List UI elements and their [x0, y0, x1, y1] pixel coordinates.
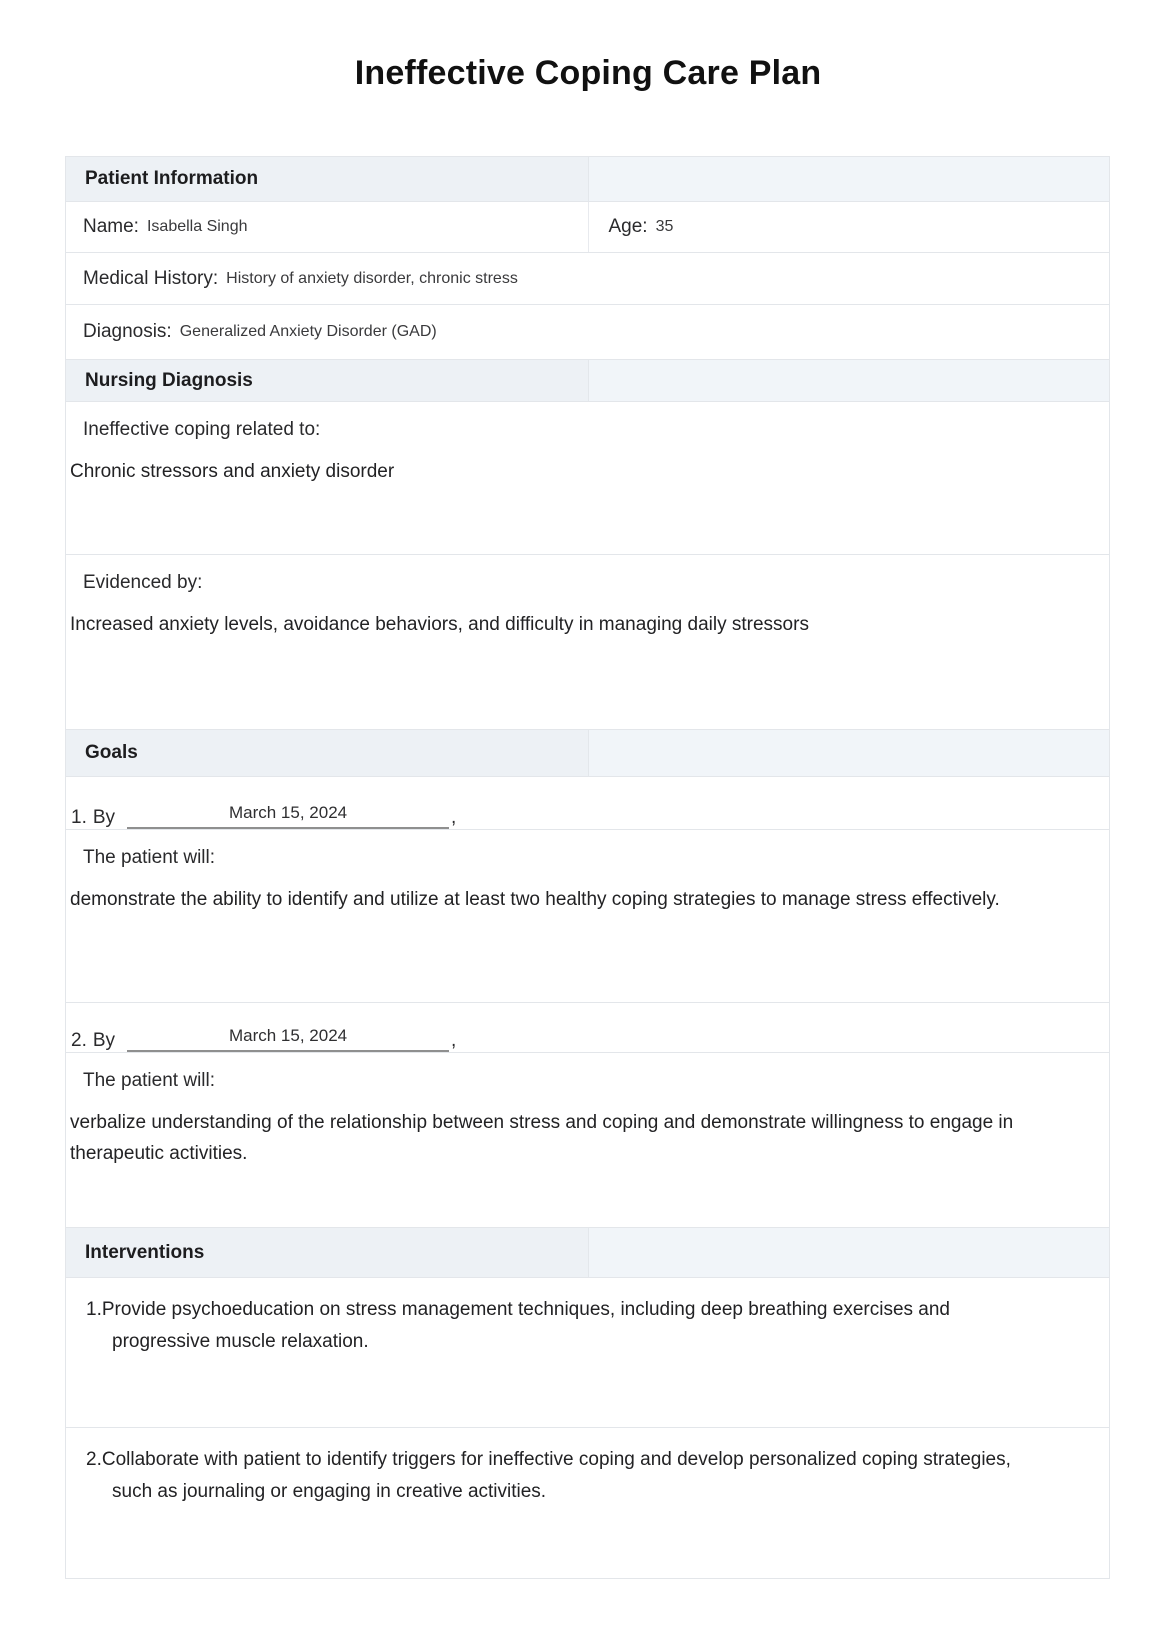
section-header-interventions-label: Interventions — [66, 1228, 588, 1277]
diagnosis-label: Diagnosis: — [83, 321, 172, 342]
diagnosis-row — [66, 305, 1109, 360]
goal-2-description-row — [66, 1053, 1109, 1228]
goal-2-date-blank — [127, 1025, 449, 1052]
goal-2-date-value: March 15, 2024 — [228, 1026, 348, 1045]
goal-1-description-row — [66, 830, 1109, 1003]
name-label: Name: — [83, 216, 139, 237]
goal-1-comma: , — [451, 807, 457, 828]
medical-history-row — [66, 253, 1109, 305]
goal-1-date-blank — [127, 802, 449, 829]
section-header-interventions — [66, 1228, 1109, 1278]
section-header-nursing-diagnosis-spacer — [588, 360, 1110, 401]
age-value: 35 — [655, 218, 674, 235]
intervention-2-row — [66, 1428, 1109, 1578]
diagnosis-value: Generalized Anxiety Disorder (GAD) — [179, 323, 437, 340]
patient-name-age-row — [66, 202, 1109, 253]
page-title: Ineffective Coping Care Plan — [354, 54, 822, 92]
evidenced-by-label: Evidenced by: — [83, 572, 203, 593]
section-header-patient-information-spacer — [588, 157, 1110, 201]
goal-1-date-row — [66, 777, 1109, 830]
section-header-interventions-spacer — [588, 1228, 1110, 1277]
goal-1-number: 1. — [71, 807, 87, 828]
name-value: Isabella Singh — [146, 218, 248, 235]
goal-1-description: demonstrate the ability to identify and utilize at least two healthy coping strategies to manage stress effectively. — [70, 889, 1000, 910]
intervention-1-number: 1. — [86, 1299, 102, 1320]
section-header-patient-information — [66, 157, 1109, 202]
goal-1-patient-will-label: The patient will: — [83, 847, 216, 868]
goal-2-patient-will-label: The patient will: — [83, 1070, 216, 1091]
related-to-value: Chronic stressors and anxiety disorder — [70, 461, 395, 482]
goal-1-date-value: March 15, 2024 — [228, 803, 348, 822]
evidenced-by-value: Increased anxiety levels, avoidance behaviors, and difficulty in managing daily stressors — [70, 614, 809, 635]
goal-2-number: 2. — [71, 1030, 87, 1051]
section-header-patient-information-label: Patient Information — [66, 157, 588, 201]
section-header-goals-spacer — [588, 730, 1110, 776]
intervention-1-text: 1.Provide psychoeducation on stress management techniques, including deep breathing exercises and progressive muscle relaxation. — [86, 1299, 951, 1352]
goal-2-comma: , — [451, 1030, 457, 1051]
goal-2-by-label: By — [92, 1030, 116, 1051]
related-to-label: Ineffective coping related to: — [83, 419, 321, 440]
related-to-row — [66, 402, 1109, 555]
intervention-2-text: 2.Collaborate with patient to identify triggers for ineffective coping and develop personalized coping strategies, such as journaling or engaging in creative activities. — [86, 1449, 1011, 1502]
intervention-2-number: 2. — [86, 1449, 102, 1470]
medical-history-value: History of anxiety disorder, chronic stress — [226, 269, 518, 287]
age-field — [588, 202, 1110, 252]
goal-1-by-label: By — [92, 807, 116, 828]
name-field — [66, 202, 588, 252]
goal-2-description: verbalize understanding of the relationship between stress and coping and demonstrate willingness to engage in therapeutic activities. — [70, 1112, 1014, 1164]
intervention-1-row — [66, 1278, 1109, 1428]
section-header-goals — [66, 730, 1109, 777]
evidenced-by-row — [66, 555, 1109, 730]
medical-history-label: Medical History: — [83, 267, 219, 289]
care-plan-table — [65, 156, 1110, 1579]
section-header-nursing-diagnosis — [66, 360, 1109, 402]
section-header-nursing-diagnosis-label: Nursing Diagnosis — [66, 360, 588, 401]
section-header-goals-label: Goals — [66, 730, 588, 776]
age-label: Age: — [608, 216, 648, 237]
goal-2-date-row — [66, 1003, 1109, 1053]
